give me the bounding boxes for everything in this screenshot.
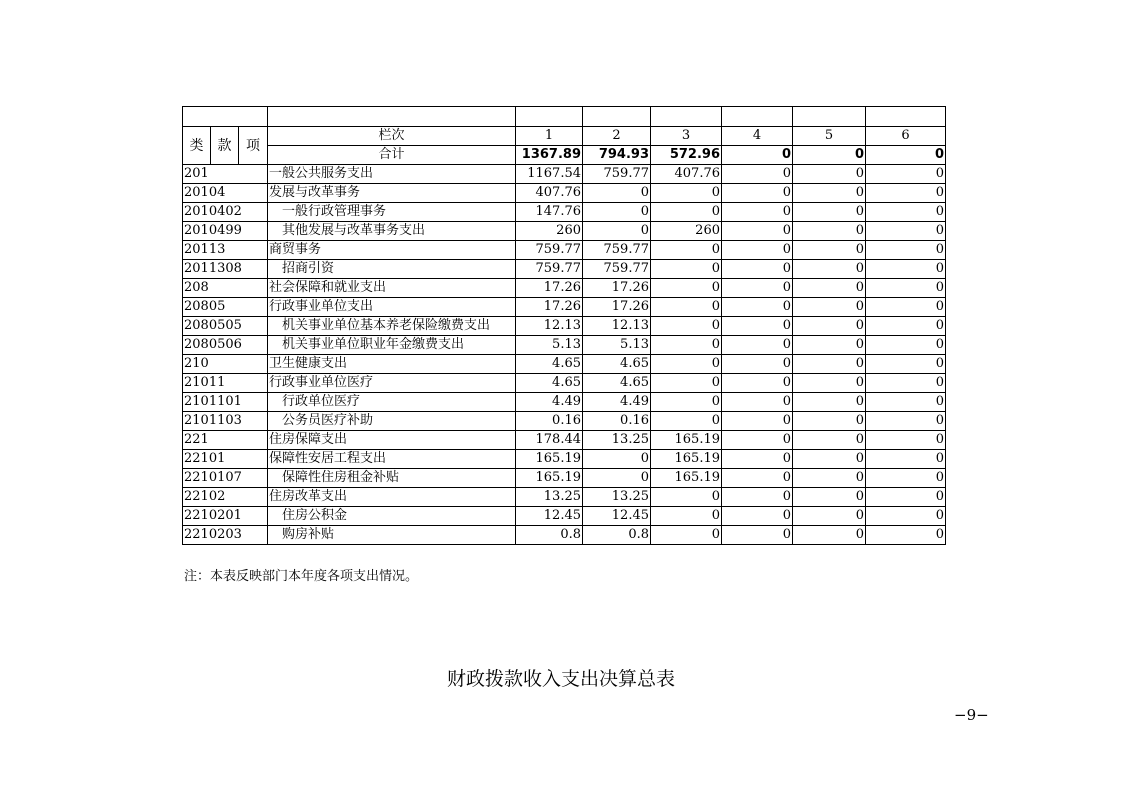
blank-cell — [268, 107, 516, 127]
row-value: 0 — [722, 165, 793, 184]
row-value: 0 — [866, 184, 946, 203]
row-value: 0 — [651, 260, 722, 279]
row-value: 0 — [722, 412, 793, 431]
row-value: 407.76 — [516, 184, 583, 203]
row-value: 0 — [722, 260, 793, 279]
row-value: 0 — [866, 450, 946, 469]
row-value: 0 — [793, 355, 866, 374]
table-row — [183, 507, 946, 526]
row-value: 759.77 — [583, 260, 651, 279]
row-value: 165.19 — [651, 431, 722, 450]
row-value: 0 — [722, 526, 793, 545]
row-value: 0.16 — [583, 412, 651, 431]
row-value: 4.65 — [583, 355, 651, 374]
table-row — [183, 165, 946, 184]
row-value: 0 — [793, 393, 866, 412]
row-code: 2101101 — [183, 393, 268, 412]
row-value: 759.77 — [583, 165, 651, 184]
row-value: 13.25 — [583, 431, 651, 450]
row-value: 0 — [866, 412, 946, 431]
row-value: 4.65 — [516, 374, 583, 393]
row-value: 165.19 — [516, 450, 583, 469]
row-value: 759.77 — [516, 241, 583, 260]
row-name: 住房公积金 — [268, 507, 516, 526]
table-row — [183, 336, 946, 355]
row-value: 0 — [793, 431, 866, 450]
header-lanci: 栏次 — [268, 127, 516, 146]
row-value: 165.19 — [516, 469, 583, 488]
row-value: 0 — [722, 488, 793, 507]
row-value: 4.49 — [516, 393, 583, 412]
row-name: 其他发展与改革事务支出 — [268, 222, 516, 241]
row-value: 17.26 — [583, 298, 651, 317]
row-value: 0 — [651, 203, 722, 222]
row-value: 0 — [722, 279, 793, 298]
row-value: 0 — [866, 317, 946, 336]
total-label: 合计 — [268, 146, 516, 165]
row-value: 0 — [866, 355, 946, 374]
table-row — [183, 450, 946, 469]
row-value: 0 — [793, 488, 866, 507]
row-value: 0 — [651, 241, 722, 260]
row-value: 0 — [793, 450, 866, 469]
row-code: 2210201 — [183, 507, 268, 526]
row-value: 0 — [793, 260, 866, 279]
row-name: 住房改革支出 — [268, 488, 516, 507]
row-code: 20805 — [183, 298, 268, 317]
row-value: 0 — [722, 355, 793, 374]
column-number: 1 — [516, 127, 583, 146]
row-value: 0 — [793, 184, 866, 203]
row-value: 0 — [722, 507, 793, 526]
row-value: 0 — [793, 222, 866, 241]
row-value: 0 — [651, 317, 722, 336]
table-row — [183, 298, 946, 317]
row-value: 0 — [866, 298, 946, 317]
table-row — [183, 412, 946, 431]
blank-cell — [793, 107, 866, 127]
total-value: 794.93 — [583, 146, 651, 165]
table-row — [183, 279, 946, 298]
row-value: 0 — [866, 393, 946, 412]
row-value: 0 — [793, 412, 866, 431]
row-code: 22102 — [183, 488, 268, 507]
row-value: 0 — [866, 488, 946, 507]
row-value: 0.16 — [516, 412, 583, 431]
row-code: 2080506 — [183, 336, 268, 355]
row-value: 0 — [866, 374, 946, 393]
row-value: 260 — [516, 222, 583, 241]
table-row — [183, 469, 946, 488]
row-value: 5.13 — [583, 336, 651, 355]
row-value: 0 — [651, 393, 722, 412]
row-value: 0 — [866, 222, 946, 241]
table-row — [183, 431, 946, 450]
row-code: 208 — [183, 279, 268, 298]
row-code: 2010499 — [183, 222, 268, 241]
row-value: 0 — [722, 431, 793, 450]
row-value: 165.19 — [651, 450, 722, 469]
row-value: 260 — [651, 222, 722, 241]
row-value: 0.8 — [583, 526, 651, 545]
row-value: 0 — [722, 374, 793, 393]
row-value: 12.45 — [583, 507, 651, 526]
row-value: 13.25 — [516, 488, 583, 507]
row-value: 0 — [651, 336, 722, 355]
row-value: 12.13 — [583, 317, 651, 336]
row-code: 2101103 — [183, 412, 268, 431]
row-name: 发展与改革事务 — [268, 184, 516, 203]
row-name: 机关事业单位基本养老保险缴费支出 — [268, 317, 516, 336]
column-number-row — [183, 127, 946, 146]
row-value: 0 — [866, 431, 946, 450]
row-value: 0 — [651, 298, 722, 317]
row-value: 0 — [583, 450, 651, 469]
total-value: 0 — [866, 146, 946, 165]
column-number: 6 — [866, 127, 946, 146]
table-row — [183, 184, 946, 203]
row-value: 0 — [583, 222, 651, 241]
row-value: 0 — [866, 526, 946, 545]
row-name: 行政事业单位支出 — [268, 298, 516, 317]
row-value: 17.26 — [516, 279, 583, 298]
header-kuan: 款 — [211, 127, 239, 165]
row-value: 147.76 — [516, 203, 583, 222]
table-row — [183, 260, 946, 279]
table-row — [183, 374, 946, 393]
total-value: 0 — [722, 146, 793, 165]
row-value: 0 — [866, 260, 946, 279]
table-row — [183, 317, 946, 336]
row-code: 221 — [183, 431, 268, 450]
row-name: 住房保障支出 — [268, 431, 516, 450]
row-value: 0 — [793, 526, 866, 545]
row-name: 社会保障和就业支出 — [268, 279, 516, 298]
total-value: 572.96 — [651, 146, 722, 165]
row-code: 2010402 — [183, 203, 268, 222]
row-name: 一般行政管理事务 — [268, 203, 516, 222]
row-code: 20104 — [183, 184, 268, 203]
row-value: 4.49 — [583, 393, 651, 412]
row-value: 178.44 — [516, 431, 583, 450]
row-value: 4.65 — [516, 355, 583, 374]
row-value: 0 — [722, 393, 793, 412]
row-name: 行政单位医疗 — [268, 393, 516, 412]
budget-table — [182, 106, 946, 545]
row-value: 13.25 — [583, 488, 651, 507]
row-value: 0 — [793, 374, 866, 393]
row-value: 12.45 — [516, 507, 583, 526]
row-value: 0 — [583, 203, 651, 222]
page-number: −9− — [954, 706, 989, 724]
row-name: 一般公共服务支出 — [268, 165, 516, 184]
blank-cell — [516, 107, 583, 127]
table-row — [183, 488, 946, 507]
row-value: 0 — [866, 203, 946, 222]
row-value: 165.19 — [651, 469, 722, 488]
total-value: 0 — [793, 146, 866, 165]
row-value: 407.76 — [651, 165, 722, 184]
row-value: 0 — [651, 488, 722, 507]
row-value: 759.77 — [516, 260, 583, 279]
row-code: 2080505 — [183, 317, 268, 336]
row-value: 0 — [793, 298, 866, 317]
row-value: 0 — [651, 526, 722, 545]
row-value: 0 — [866, 165, 946, 184]
row-name: 保障性住房租金补贴 — [268, 469, 516, 488]
row-value: 0 — [651, 355, 722, 374]
row-value: 0 — [793, 469, 866, 488]
column-number: 3 — [651, 127, 722, 146]
table-row — [183, 241, 946, 260]
row-value: 0 — [722, 336, 793, 355]
row-name: 行政事业单位医疗 — [268, 374, 516, 393]
row-value: 0 — [722, 317, 793, 336]
row-value: 0 — [722, 469, 793, 488]
row-value: 0 — [583, 184, 651, 203]
row-name: 购房补贴 — [268, 526, 516, 545]
row-name: 招商引资 — [268, 260, 516, 279]
table-row — [183, 222, 946, 241]
table-row — [183, 355, 946, 374]
row-value: 17.26 — [516, 298, 583, 317]
row-value: 0 — [651, 412, 722, 431]
page-caption: 财政拨款收入支出决算总表 — [446, 668, 675, 690]
row-value: 0 — [722, 184, 793, 203]
row-value: 0 — [651, 184, 722, 203]
column-number: 4 — [722, 127, 793, 146]
total-value: 1367.89 — [516, 146, 583, 165]
row-code: 201 — [183, 165, 268, 184]
row-value: 0 — [651, 507, 722, 526]
row-code: 21011 — [183, 374, 268, 393]
row-name: 公务员医疗补助 — [268, 412, 516, 431]
blank-cell — [722, 107, 793, 127]
blank-header-row — [183, 107, 946, 127]
row-value: 17.26 — [583, 279, 651, 298]
row-code: 2210107 — [183, 469, 268, 488]
row-code: 20113 — [183, 241, 268, 260]
total-row — [183, 146, 946, 165]
row-value: 4.65 — [583, 374, 651, 393]
row-value: 0 — [866, 279, 946, 298]
row-code: 210 — [183, 355, 268, 374]
row-value: 0 — [793, 241, 866, 260]
row-value: 0 — [793, 279, 866, 298]
row-value: 0 — [722, 450, 793, 469]
row-code: 2210203 — [183, 526, 268, 545]
row-value: 12.13 — [516, 317, 583, 336]
blank-cell — [866, 107, 946, 127]
row-name: 机关事业单位职业年金缴费支出 — [268, 336, 516, 355]
row-value: 0 — [793, 336, 866, 355]
row-value: 0 — [866, 336, 946, 355]
row-value: 0 — [866, 507, 946, 526]
blank-cell — [651, 107, 722, 127]
column-number: 2 — [583, 127, 651, 146]
row-value: 0 — [866, 469, 946, 488]
row-value: 5.13 — [516, 336, 583, 355]
row-value: 0 — [722, 298, 793, 317]
row-value: 0 — [583, 469, 651, 488]
row-value: 0 — [866, 241, 946, 260]
row-value: 759.77 — [583, 241, 651, 260]
row-name: 卫生健康支出 — [268, 355, 516, 374]
row-value: 0 — [793, 507, 866, 526]
blank-cell — [583, 107, 651, 127]
column-number: 5 — [793, 127, 866, 146]
row-name: 保障性安居工程支出 — [268, 450, 516, 469]
row-code: 2011308 — [183, 260, 268, 279]
row-value: 0 — [722, 203, 793, 222]
row-value: 0 — [793, 165, 866, 184]
row-value: 0 — [722, 241, 793, 260]
row-value: 0 — [793, 317, 866, 336]
row-value: 0 — [651, 279, 722, 298]
table-row — [183, 203, 946, 222]
row-value: 0.8 — [516, 526, 583, 545]
row-value: 0 — [793, 203, 866, 222]
row-value: 0 — [651, 374, 722, 393]
blank-cell — [183, 107, 268, 127]
row-value: 0 — [722, 222, 793, 241]
table-row — [183, 393, 946, 412]
row-code: 22101 — [183, 450, 268, 469]
header-xiang: 项 — [239, 127, 268, 165]
table-row — [183, 526, 946, 545]
header-lei: 类 — [183, 127, 211, 165]
table-note: 注：本表反映部门本年度各项支出情况。 — [184, 569, 419, 584]
row-value: 1167.54 — [516, 165, 583, 184]
row-name: 商贸事务 — [268, 241, 516, 260]
